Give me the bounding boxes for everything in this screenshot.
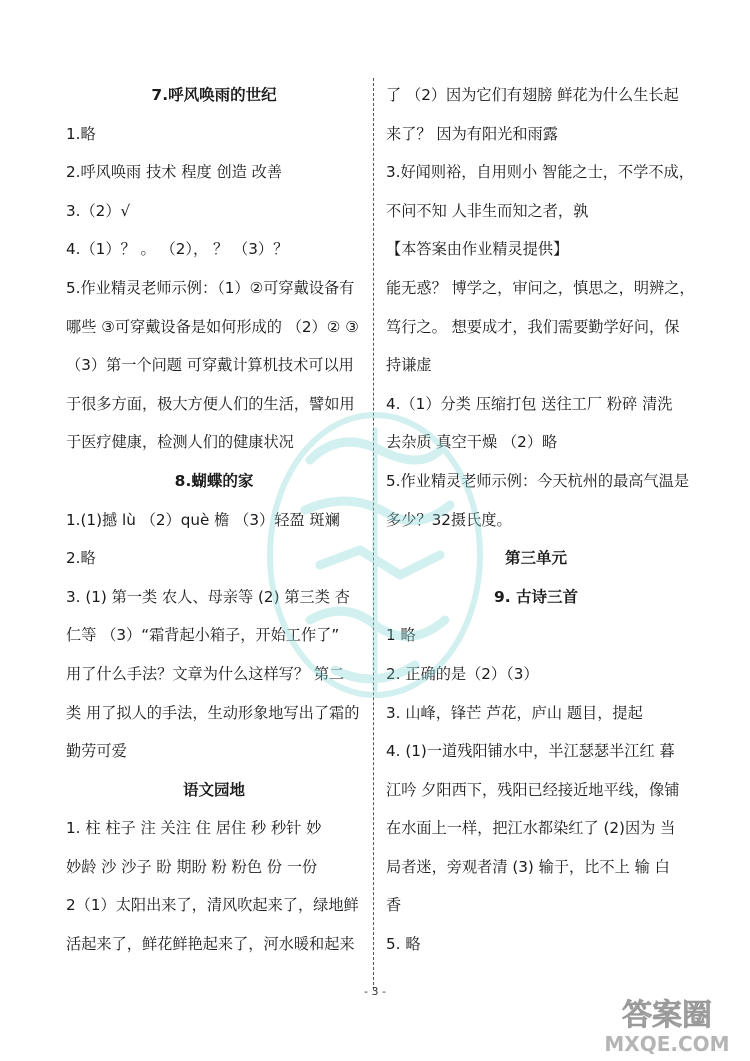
answer-line: 2（1）太阳出来了，清风吹起来了，绿地鲜 (66, 896, 359, 915)
answer-line: 仁等 （3）“霜背起小箱子，开始工作了” (66, 626, 340, 645)
section-heading: 7.呼风唤雨的世纪 (151, 86, 277, 104)
answer-line: （3）第一个问题 可穿戴计算机技术可以用 (66, 356, 354, 375)
column-divider (373, 78, 374, 990)
answer-line: 局者迷，旁观者清 (3) 输于，比不上 输 白 (386, 857, 670, 876)
answer-line: 【本答案由作业精灵提供】 (386, 240, 569, 259)
answer-line: 4.（1）分类 压缩打包 送往工厂 粉碎 清洗 (386, 394, 673, 413)
answer-line: 3.（2）√ (66, 201, 131, 220)
answer-line: 2. 正确的是（2）（3） (386, 664, 539, 683)
answer-line: 2.略 (66, 549, 96, 568)
answer-line: 能无惑？ 博学之，审问之，慎思之，明辨之， (386, 278, 695, 297)
answer-line: 1.略 (66, 124, 96, 143)
right-column (386, 76, 695, 964)
answer-line: 江吟 夕阳西下，残阳已经接近地平线，像铺 (386, 780, 680, 799)
answer-line: 4. (1)一道残阳铺水中，半江瑟瑟半江红 暮 (386, 742, 675, 761)
answer-line: 4.（1）？ 。 （2）， ？ （3）？ (66, 240, 289, 259)
answer-line: 3. (1) 第一类 农人、母亲等 (2) 第三类 杏 (66, 587, 350, 606)
page-number: - 3 - (364, 985, 386, 998)
answer-line: 5. 略 (386, 935, 421, 954)
answer-line: 3. 山峰，锋芒 芦花，庐山 题目，提起 (386, 703, 643, 722)
answer-line: 不问不知 人非生而知之者，孰 (386, 201, 589, 220)
answer-line: 3.好闻则裕，自用则小 智能之士，不学不成， (386, 163, 694, 182)
answer-line: 1 略 (386, 626, 416, 645)
section-heading: 语文园地 (182, 780, 245, 799)
svg-text:答案圈: 答案圈 (622, 998, 712, 1033)
section-heading: 第三单元 (504, 549, 567, 568)
answer-line: 活起来了，鲜花鲜艳起来了，河水暖和起来 (66, 935, 355, 954)
section-heading: 8.蝴蝶的家 (174, 471, 254, 490)
answer-line: 香 (386, 896, 402, 915)
answer-line: 用了什么手法？文章为什么这样写？ 第二 (66, 664, 345, 683)
answer-line: 勤劳可爱 (66, 742, 127, 761)
answer-line: 哪些 ③可穿戴设备是如何形成的 （2）② ③ (66, 317, 359, 336)
answer-line: 1.(1)撼 lù （2）què 檐 （3）轻盈 斑斓 (66, 510, 340, 529)
answer-line: 了 （2）因为它们有翅膀 鲜花为什么生长起 (386, 86, 679, 104)
answer-line: 来了？ 因为有阳光和雨露 (386, 124, 558, 143)
answer-line: 妙龄 沙 沙子 盼 期盼 粉 粉色 份 一份 (66, 857, 318, 876)
section-heading: 9. 古诗三首 (493, 587, 579, 606)
svg-text:MXQE.COM: MXQE.COM (604, 1032, 730, 1056)
answer-line: 5.作业精灵老师示例：今天杭州的最高气温是 (386, 471, 690, 490)
answer-line: 1. 柱 柱子 注 关注 住 居住 秒 秒针 妙 (66, 819, 322, 838)
answer-line: 2.呼风唤雨 技术 程度 创造 改善 (66, 163, 283, 182)
answer-line: 去杂质 真空干燥 （2）略 (386, 433, 558, 452)
answer-line: 5.作业精灵老师示例：（1）②可穿戴设备有 (66, 278, 355, 297)
answer-line: 笃行之。 想要成才，我们需要勤学好问，保 (386, 317, 680, 336)
answer-line: 持谦虚 (386, 356, 432, 375)
answer-line: 类 用了拟人的手法，生动形象地写出了霜的 (66, 703, 360, 722)
answer-line: 在水面上一样，把江水都染红了 (2)因为 当 (386, 819, 676, 838)
answer-line: 多少？32摄氏度。 (386, 510, 512, 529)
left-column (66, 76, 362, 964)
answer-line: 于很多方面，极大方便人们的生活，譬如用 (66, 394, 355, 413)
answer-line: 于医疗健康，检测人们的健康状况 (66, 433, 294, 452)
